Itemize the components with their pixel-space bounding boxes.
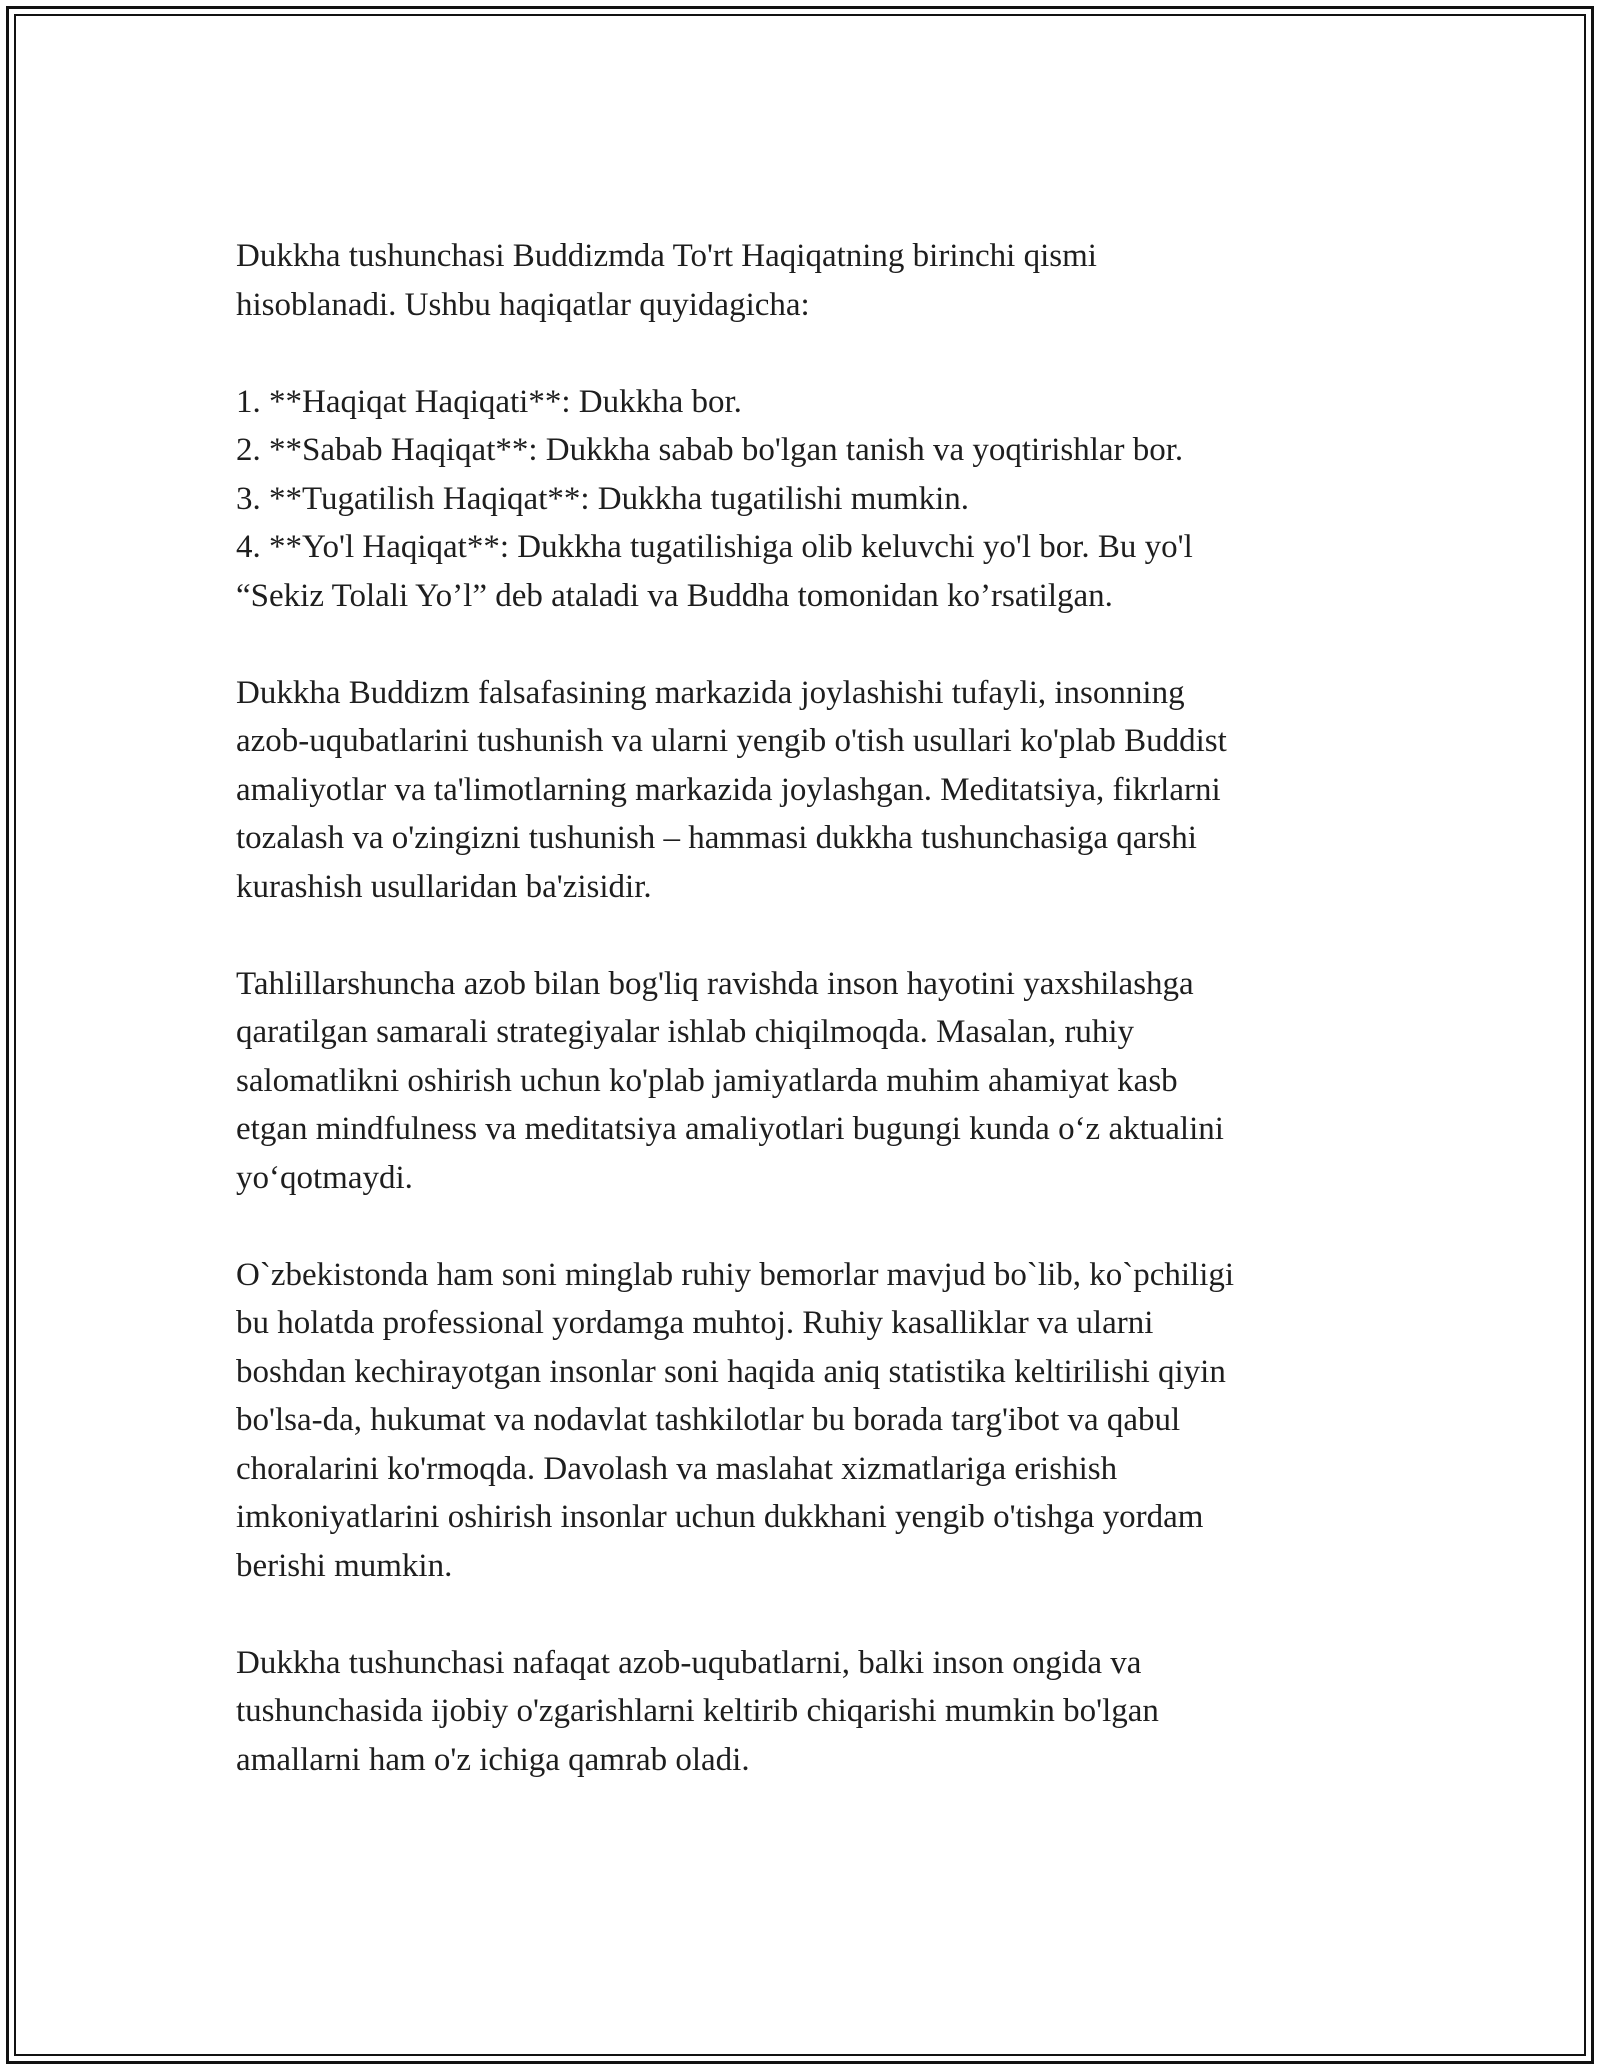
text-line: O`zbekistonda ham soni minglab ruhiy bemorlar mavjud bo`lib, ko`pchiligi xyxy=(236,1256,1235,1293)
list-item: 3. **Tugatilish Haqiqat**: Dukkha tugatilishi mumkin. xyxy=(236,480,970,517)
list-item-continuation: “Sekiz Tolali Yo’l” deb ataladi va Buddha tomonidan ko’rsatilgan. xyxy=(236,577,1113,614)
text-line: amaliyotlar va ta'limotlarning markazida joylashgan. Meditatsiya, fikrlarni xyxy=(236,771,1221,808)
text-line: boshdan kechirayotgan insonlar soni haqida aniq statistika keltirilishi qiyin xyxy=(236,1353,1226,1390)
text-line: qaratilgan samarali strategiyalar ishlab chiqilmoqda. Masalan, ruhiy xyxy=(236,1014,1135,1050)
text-line: azob-uqubatlarini tushunish va ularni yengib o'tish usullari ko'plab Buddist xyxy=(236,723,1227,759)
text-line: bu holatda professional yordamga muhtoj. Ruhiy kasalliklar va ularni xyxy=(236,1305,1154,1341)
paragraph-philosophy xyxy=(236,669,1366,912)
paragraph-conclusion xyxy=(236,1639,1366,1785)
paragraph-strategies xyxy=(236,960,1366,1203)
text-line: Dukkha Buddizm falsafasining markazida joylashishi tufayli, insonning xyxy=(236,674,1185,711)
text-line: Dukkha tushunchasi nafaqat azob-uqubatlarni, balki inson ongida va xyxy=(236,1644,1142,1681)
text-line: Tahlillarshuncha azob bilan bog'liq ravishda inson hayotini yaxshilashga xyxy=(236,965,1194,1002)
paragraph-uzbekistan xyxy=(236,1251,1366,1591)
list-item: 1. **Haqiqat Haqiqati**: Dukkha bor. xyxy=(236,383,742,420)
text-line: berishi mumkin. xyxy=(236,1547,453,1584)
list-item: 4. **Yo'l Haqiqat**: Dukkha tugatilishiga olib keluvchi yo'l bor. Bu yo'l xyxy=(236,529,1193,565)
text-line: imkoniyatlarini oshirish insonlar uchun dukkhani yengib o'tishga yordam xyxy=(236,1499,1204,1535)
list-item: 2. **Sabab Haqiqat**: Dukkha sabab bo'lgan tanish va yoqtirishlar bor. xyxy=(236,432,1184,468)
paragraph-truths-list xyxy=(236,378,1366,621)
text-line: yo‘qotmaydi. xyxy=(236,1159,413,1196)
document-body xyxy=(236,232,1366,1784)
text-line: kurashish usullaridan ba'zisidir. xyxy=(236,868,652,905)
text-line: choralarini ko'rmoqda. Davolash va maslahat xizmatlariga erishish xyxy=(236,1450,1118,1487)
text-line: hisoblanadi. Ushbu haqiqatlar quyidagicha: xyxy=(236,286,810,323)
text-line: etgan mindfulness va meditatsiya amaliyotlari bugungi kunda o‘z aktualini xyxy=(236,1111,1224,1147)
text-line: Dukkha tushunchasi Buddizmda To'rt Haqiqatning birinchi qismi xyxy=(236,238,1097,274)
text-line: bo'lsa-da, hukumat va nodavlat tashkilotlar bu borada targ'ibot va qabul xyxy=(236,1402,1181,1438)
text-line: tozalash va o'zingizni tushunish – hammasi dukkha tushunchasiga qarshi xyxy=(236,820,1197,856)
text-line: amallarni ham o'z ichiga qamrab oladi. xyxy=(236,1741,750,1778)
text-line: salomatlikni oshirish uchun ko'plab jamiyatlarda muhim ahamiyat kasb xyxy=(236,1062,1178,1099)
text-line: tushunchasida ijobiy o'zgarishlarni keltirib chiqarishi mumkin bo'lgan xyxy=(236,1693,1159,1729)
paragraph-intro xyxy=(236,232,1366,329)
